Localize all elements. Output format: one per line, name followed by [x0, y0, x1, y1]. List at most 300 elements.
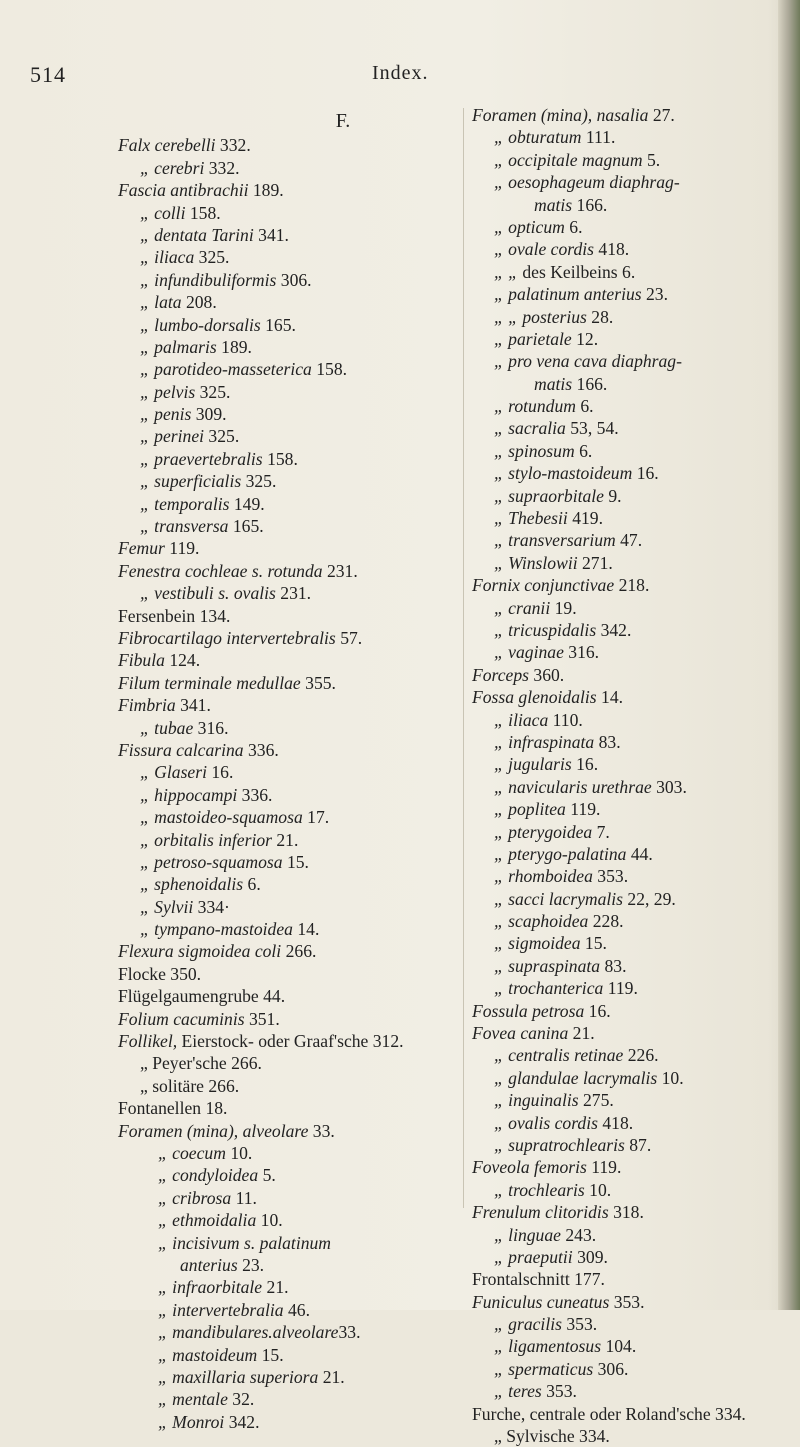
index-entry [118, 761, 448, 783]
index-term: „ obturatum [494, 127, 582, 148]
index-term: „ ovalis cordis [494, 1112, 598, 1133]
index-entry [472, 731, 772, 753]
index-page-ref: 355. [300, 672, 336, 693]
index-page-ref: 10. [584, 1179, 612, 1200]
index-entry [118, 1142, 448, 1164]
index-page-ref: Fontanellen 18. [118, 1098, 228, 1119]
index-page-ref: 316. [563, 642, 600, 663]
index-term: „ tricuspidalis [494, 619, 597, 640]
index-entry [118, 537, 448, 559]
index-page-ref: „ solitäre 266. [140, 1075, 240, 1096]
index-entry [118, 560, 448, 582]
index-page-ref: 10. [225, 1142, 253, 1163]
index-page-ref: 57. [335, 628, 363, 648]
index-page-ref: 16. [206, 762, 234, 783]
index-term: Fornix conjunctivae [472, 575, 615, 596]
index-entry [118, 918, 448, 940]
index-term: „ cerebri [140, 157, 205, 178]
index-page-ref: 158. [262, 448, 298, 469]
section-letter-heading: F. [335, 110, 351, 132]
page-number: 514 [30, 62, 66, 87]
index-page-ref: 119. [586, 1157, 622, 1178]
index-entry [472, 1134, 772, 1156]
index-term: Filum terminale medullae [118, 672, 301, 693]
index-entry [472, 350, 772, 372]
index-term: „ penis [140, 404, 192, 425]
index-term: „ coecum [158, 1142, 226, 1163]
index-term: Fascia antibrachii [118, 180, 249, 201]
index-column-right [472, 104, 772, 1447]
index-entry [118, 493, 448, 515]
index-term: „ dentata Tarini [140, 224, 254, 245]
index-page-ref: Flocke 350. [118, 963, 202, 984]
index-term: „ ligamentosus [494, 1336, 602, 1357]
index-entry [472, 485, 772, 507]
index-page-ref: 5. [642, 149, 661, 170]
index-page-ref: 53, 54. [565, 418, 619, 439]
index-term: Fibula [118, 650, 165, 671]
index-entry [472, 552, 772, 574]
index-page-ref: 15. [257, 1344, 284, 1365]
index-entry [118, 1411, 448, 1433]
index-term: „ ovale cordis [494, 239, 595, 260]
index-entry [472, 753, 772, 775]
index-page-ref: 16. [584, 1000, 611, 1021]
index-term: anterius [180, 1254, 238, 1275]
index-entry [472, 664, 772, 686]
index-term: „ sphenoidalis [140, 874, 244, 895]
index-term: „ maxillaria superiora [158, 1366, 319, 1387]
index-entry [472, 574, 772, 596]
index-page-ref: 16. [632, 463, 659, 484]
index-page-ref: 23. [237, 1254, 265, 1275]
index-entry [472, 798, 772, 820]
index-term: „ parotideo-masseterica [140, 359, 312, 380]
index-entry [472, 1179, 772, 1201]
index-page-ref: 23. [641, 284, 668, 305]
index-term: Fibrocartilago intervertebralis [118, 628, 336, 648]
index-entry [118, 963, 448, 985]
index-entry [472, 686, 772, 708]
index-entry [118, 202, 448, 224]
index-entry [118, 448, 448, 470]
index-term: Fossa glenoidalis [472, 687, 597, 708]
index-page-ref: 119. [603, 978, 638, 999]
index-entry [472, 171, 772, 193]
index-term: „ Sylvii [140, 896, 194, 917]
index-page-ref: 360. [529, 664, 565, 685]
index-term: „ gracilis [494, 1314, 562, 1335]
index-term: „ transversarium [494, 530, 616, 551]
index-page-ref: 5. [258, 1165, 276, 1186]
index-page-ref: 11. [231, 1187, 257, 1208]
index-term: „ transversa [140, 516, 229, 537]
index-term: „ Monroi [158, 1411, 225, 1432]
index-page-ref: 341. [175, 695, 211, 716]
index-page-ref: 332. [215, 135, 251, 156]
index-entry [472, 641, 772, 663]
index-term: „ hippocampi [140, 784, 238, 805]
index-term: „ supraspinata [494, 955, 601, 976]
index-entry [472, 1201, 772, 1223]
index-entry [472, 1246, 772, 1268]
index-page-ref: 83. [594, 731, 621, 752]
index-entry [472, 865, 772, 887]
index-entry [118, 1232, 448, 1254]
index-term: „ supratrochlearis [494, 1134, 625, 1155]
index-page-ref: 418. [594, 239, 630, 260]
index-term: „ Glaseri [140, 762, 207, 783]
index-entry [472, 283, 772, 305]
index-term: „ oesophageum diaphrag- [494, 172, 680, 193]
index-entry [472, 1313, 772, 1335]
index-term: „ rotundum [494, 396, 576, 417]
index-page-ref: 22, 29. [623, 888, 676, 909]
index-term: „ iliaca [140, 247, 195, 268]
index-entry [118, 1187, 448, 1209]
index-term: Funiculus cuneatus [472, 1291, 610, 1312]
index-term: „ Winslowii [494, 552, 578, 573]
index-entry [118, 896, 448, 918]
index-term: „ mentale [158, 1389, 228, 1410]
index-page-ref: 342. [596, 619, 632, 640]
index-page-ref: 21. [318, 1366, 345, 1387]
index-entry [118, 515, 448, 537]
index-page-ref: 110. [548, 709, 583, 730]
index-page-ref: 9. [603, 485, 622, 506]
index-entry [472, 216, 772, 238]
index-page-ref: 33. [338, 1322, 361, 1343]
index-page-ref: 149. [229, 493, 265, 514]
index-page-ref: 275. [578, 1090, 614, 1111]
index-entry [118, 179, 448, 201]
index-entry [472, 843, 772, 865]
index-entry [118, 1075, 448, 1097]
index-entry [472, 619, 772, 641]
index-term: „ infraorbitale [158, 1277, 263, 1298]
index-term: „ mastoideo-squamosa [140, 807, 303, 828]
index-term: „ sacralia [494, 418, 566, 439]
index-entry [472, 1022, 772, 1044]
index-term: „ trochlearis [494, 1179, 585, 1200]
index-entry [472, 1089, 772, 1111]
index-entry [118, 985, 448, 1007]
index-term: Frenulum clitoridis [472, 1202, 609, 1223]
index-entry [472, 261, 772, 283]
index-page-ref: 46. [283, 1299, 310, 1320]
index-page-ref: 306. [276, 269, 312, 290]
index-page-ref: des Keilbeins 6. [517, 261, 636, 282]
index-page-ref: 33. [308, 1120, 335, 1141]
index-page-ref: Fersenbein 134. [118, 605, 231, 626]
index-page-ref: 6. [564, 216, 583, 237]
index-term: „ palmaris [140, 336, 217, 357]
index-entry [118, 403, 448, 425]
index-page-ref: 10. [256, 1210, 283, 1231]
index-entry [118, 224, 448, 246]
index-term: Fissura calcarina [118, 739, 244, 760]
index-term: „ lumbo-dorsalis [140, 314, 261, 335]
index-term: Falx cerebelli [118, 135, 216, 156]
index-entry [118, 291, 448, 313]
index-page-ref: 325. [204, 426, 240, 447]
index-page-ref: 418. [597, 1112, 634, 1133]
index-page-ref: 21. [568, 1023, 595, 1044]
index-page-ref: 271. [577, 552, 613, 573]
index-page-ref: 14. [292, 919, 320, 940]
index-entry [118, 246, 448, 268]
index-entry [118, 157, 448, 179]
index-entry [472, 529, 772, 551]
index-entry [118, 940, 448, 962]
index-page-ref: 44. [626, 843, 653, 864]
index-entry [472, 955, 772, 977]
index-term: „ pterygoidea [494, 821, 593, 842]
index-term: Flexura sigmoidea coli [118, 941, 282, 962]
index-page-ref: 325. [241, 471, 277, 492]
index-entry [118, 1052, 448, 1074]
index-page-ref: 336. [243, 739, 279, 760]
index-page-ref: 332. [204, 157, 240, 178]
index-entry [472, 1268, 772, 1290]
index-page-ref: „ Peyer'sche 266. [140, 1053, 262, 1074]
index-entry [472, 1224, 772, 1246]
index-entry [472, 1067, 772, 1089]
index-term: „ superficialis [140, 471, 242, 492]
index-page-ref: 303. [651, 776, 687, 797]
index-entry [472, 1425, 772, 1447]
index-term: „ supraorbitale [494, 485, 604, 506]
index-page-ref: 243. [560, 1224, 597, 1245]
index-entry [118, 694, 448, 716]
index-term: „ praeputii [494, 1246, 573, 1267]
index-term: „ perinei [140, 426, 205, 447]
index-entry [118, 806, 448, 828]
index-term: „ tympano-mastoidea [140, 919, 293, 940]
index-term: „ stylo-mastoideum [494, 463, 633, 484]
index-term: „ incisivum s. palatinum [158, 1232, 332, 1253]
index-page-ref: 6. [575, 396, 594, 417]
index-page-ref: 6. [574, 440, 593, 461]
index-page-ref: 325. [194, 247, 230, 268]
index-entry [118, 627, 448, 649]
index-entry [472, 1044, 772, 1066]
index-term: „ condyloidea [158, 1165, 259, 1186]
index-page-ref: 208. [181, 292, 217, 313]
index-page-ref: Eierstock- oder Graaf'sche 312. [177, 1031, 404, 1052]
index-page-ref: 165. [228, 516, 264, 537]
index-page-ref: 158. [185, 202, 221, 223]
index-term: matis [534, 194, 573, 215]
index-entry [472, 932, 772, 954]
index-page-ref: 165. [260, 314, 296, 335]
index-term: „ praevertebralis [140, 448, 263, 469]
index-page-ref: 309. [572, 1246, 608, 1267]
index-page-ref: 87. [624, 1134, 652, 1155]
index-entry [472, 194, 772, 216]
index-term: „ spinosum [494, 440, 575, 461]
index-term: „ teres [494, 1381, 542, 1402]
index-page-ref: 124. [164, 650, 201, 671]
index-term: „ infraspinata [494, 731, 595, 752]
index-term: Follikel, [118, 1031, 178, 1052]
index-page-ref: 119. [565, 799, 601, 820]
index-entry [472, 1112, 772, 1134]
index-page-ref: 353. [541, 1381, 577, 1402]
index-term: „ parietale [494, 328, 572, 349]
index-term: Fovea canina [472, 1023, 569, 1044]
index-entry [118, 1276, 448, 1298]
index-entry [472, 373, 772, 395]
index-entry [118, 336, 448, 358]
index-page-ref: 334· [193, 896, 230, 917]
index-page-ref: 353. [609, 1291, 645, 1312]
index-term: „ vestibuli s. ovalis [140, 583, 276, 604]
index-term: „ lata [140, 292, 182, 313]
index-term: „ temporalis [140, 493, 230, 514]
index-page-ref: 266. [281, 941, 317, 962]
index-entry [118, 784, 448, 806]
index-term: Foveola femoris [472, 1157, 587, 1178]
index-entry [472, 709, 772, 731]
index-page-ref: 19. [550, 597, 577, 618]
index-page-ref: 166. [572, 194, 608, 215]
index-page-ref: 16. [571, 754, 599, 775]
index-entry [118, 1120, 448, 1142]
index-page-ref: 12. [571, 328, 599, 349]
index-page-ref: 104. [601, 1336, 637, 1357]
index-page-ref: 189. [216, 336, 252, 357]
index-page-ref: 306. [593, 1358, 629, 1379]
index-page-ref: 189. [248, 180, 284, 201]
index-page-ref: 231. [322, 560, 358, 581]
index-column-left [118, 110, 448, 1433]
index-page-ref: 325. [195, 381, 231, 402]
index-term: matis [534, 373, 573, 394]
index-entry [118, 1164, 448, 1186]
index-entry [472, 395, 772, 417]
index-entry [472, 417, 772, 439]
index-entry [472, 462, 772, 484]
index-entry [118, 605, 448, 627]
index-term: „ sigmoidea [494, 933, 581, 954]
index-page-ref: 231. [275, 583, 312, 604]
index-entry [472, 104, 772, 126]
index-term: „ colli [140, 202, 186, 223]
index-term: „ iliaca [494, 709, 549, 730]
index-entry [118, 1344, 448, 1366]
index-page-ref: Frontalschnitt 177. [472, 1269, 605, 1290]
index-term: „ palatinum anterius [494, 284, 642, 305]
index-entry [118, 1097, 448, 1119]
index-page-ref: 47. [615, 530, 643, 551]
index-page-ref: 28. [586, 306, 614, 327]
index-term: „ ethmoidalia [158, 1210, 257, 1231]
index-page-ref: 7. [592, 821, 610, 842]
index-page-ref: 21. [262, 1277, 289, 1298]
index-term: „ glandulae lacrymalis [494, 1067, 658, 1088]
index-entry [118, 269, 448, 291]
index-entry [118, 1321, 448, 1343]
index-entry [118, 717, 448, 739]
index-entry [118, 425, 448, 447]
index-entry [472, 1358, 772, 1380]
index-entry [472, 1335, 772, 1357]
index-entry [472, 597, 772, 619]
column-divider [463, 108, 464, 1208]
index-page-ref: 17. [302, 807, 330, 828]
index-term: „ intervertebralia [158, 1299, 284, 1320]
index-term: „ sacci lacrymalis [494, 888, 624, 909]
index-term: „ cribrosa [158, 1187, 232, 1208]
index-page-ref: 353. [592, 866, 629, 887]
index-entry [118, 1366, 448, 1388]
index-entry [472, 1000, 772, 1022]
index-entry [472, 776, 772, 798]
index-entry [118, 672, 448, 694]
index-entry [118, 1254, 448, 1276]
running-head: Index. [372, 62, 429, 84]
page-header [0, 62, 800, 92]
index-page-ref: 15. [580, 933, 607, 954]
index-entry [118, 358, 448, 380]
index-term: „ inguinalis [494, 1090, 579, 1111]
index-entry [472, 149, 772, 171]
index-term: „ mandibulares.alveolare [158, 1322, 339, 1343]
index-page-ref: 83. [600, 955, 627, 976]
index-page-ref: 353. [561, 1314, 598, 1335]
index-term: „ opticum [494, 216, 565, 237]
index-page-ref: 309. [191, 404, 227, 425]
index-entry [472, 306, 772, 328]
index-entry [472, 238, 772, 260]
index-entry [472, 977, 772, 999]
index-term: „ spermaticus [494, 1358, 594, 1379]
index-page-ref: 226. [623, 1045, 659, 1066]
index-term: „ scaphoidea [494, 911, 589, 932]
index-term: Folium cacuminis [118, 1008, 245, 1029]
index-term: „ trochanterica [494, 978, 604, 999]
index-page-ref: 14. [596, 687, 624, 708]
index-term: „ cranii [494, 597, 551, 618]
index-entry [472, 910, 772, 932]
index-page-ref: 342. [224, 1411, 260, 1432]
index-entry [118, 851, 448, 873]
index-term: Foramen (mina), alveolare [118, 1120, 309, 1141]
index-entry [118, 1388, 448, 1410]
index-term: Fimbria [118, 695, 176, 716]
index-term: „ centralis retinae [494, 1045, 624, 1066]
index-entry [472, 1380, 772, 1402]
index-term: Fossula petrosa [472, 1000, 585, 1021]
index-page-ref: 218. [614, 575, 650, 596]
index-page-ref: 111. [581, 127, 616, 148]
index-term: „ pterygo-palatina [494, 843, 627, 864]
index-entry [472, 328, 772, 350]
index-entry [118, 1030, 448, 1052]
index-page-ref: „ Sylvische 334. [494, 1426, 610, 1447]
index-term: „ vaginae [494, 642, 564, 663]
page-edge [778, 0, 800, 1310]
index-term: „ mastoideum [158, 1344, 258, 1365]
index-entry [472, 507, 772, 529]
index-term: „ orbitalis inferior [140, 829, 272, 850]
index-term: Foramen (mina), nasalia [472, 105, 649, 125]
index-entry [472, 1403, 772, 1425]
index-entry [118, 649, 448, 671]
index-entry [118, 739, 448, 761]
index-term: „ jugularis [494, 754, 572, 775]
